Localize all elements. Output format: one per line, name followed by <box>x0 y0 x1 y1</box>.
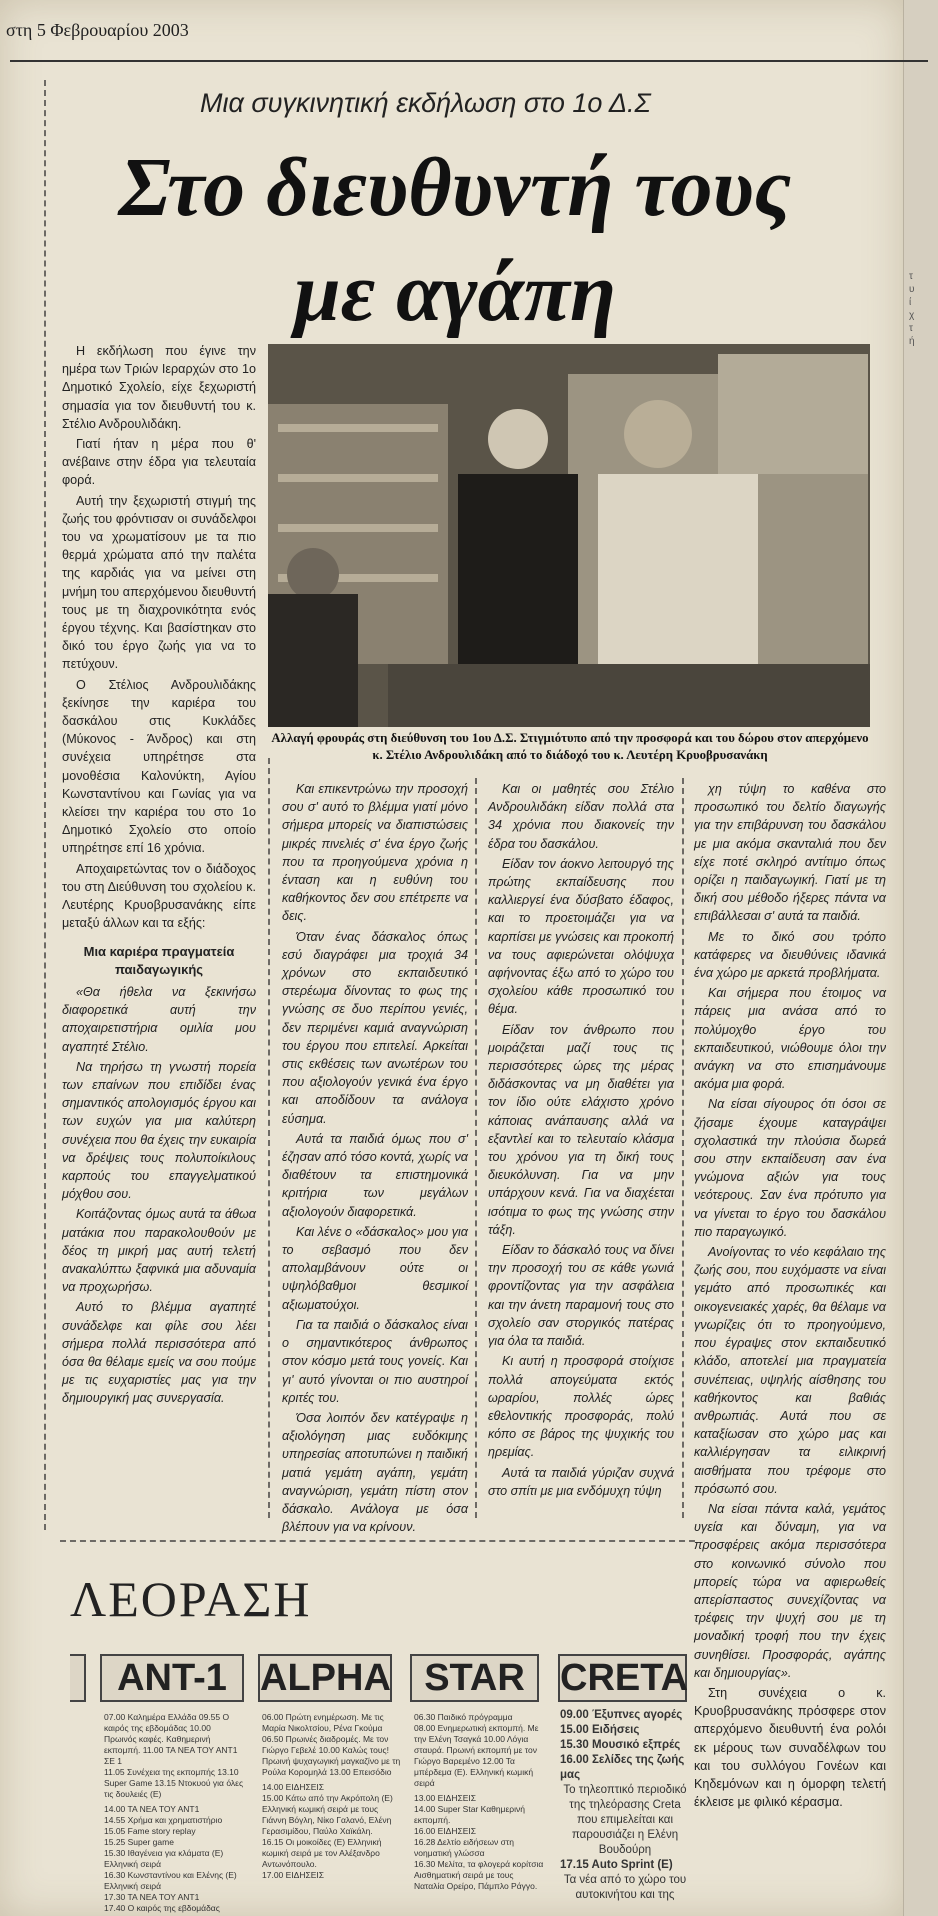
article-headline <box>70 135 840 345</box>
adjacent-page-edge: τ υ ί χ τ ή <box>903 0 938 1916</box>
paragraph: Και οι μαθητές σου Στέλιο Ανδρουλιδάκη είδαν πολλά στα 34 χρόνια που διακονείς την έδρα του δασκάλου. <box>488 782 674 851</box>
paragraph <box>62 342 256 433</box>
tv-item: 15.30 Ιθαγένεια για κλάματα (Ε) Ελληνική σειρά <box>104 1848 224 1869</box>
headline-line-1: Στο διευθυντή τους <box>118 141 792 234</box>
paragraph: Για τα παιδιά ο δάσκαλος είναι ο σημαντικότερος άνθρωπος στον κόσμο μετά τους γονείς. Και γι' αυτό γίνονται οι πιο αυστηροί κριτές του. <box>282 1317 468 1405</box>
col1-p1: Η εκδήλωση που έγινε την ημέρα των Τριών Ιεραρχών στο 1ο Δημοτικό Σχολείο, είχε ξεχωριστή σημασία για τον διευθυντή του κ. Στέλιο Ανδρουλιδάκη. <box>62 344 256 431</box>
tv-item: 15.00 Ειδήσεις <box>560 1724 640 1736</box>
paragraph: Αυτό το βλέμμα αγαπητέ συνάδελφε και φίλε σου λέει σήμερα πολλά περισσότερα από όσα θα θέλαμε εμείς να σου πούμε με τις ευχαριστίες μας για την δημιουργική μας συνεργασία. <box>62 1300 256 1406</box>
tv-item: 07.00 Καλημέρα Ελλάδα 09.55 Ο καιρός της εβδομάδας 10.00 Πρωινός καφές. Καθημερινή εκπομπή. 11.00 ΤΑ ΝΕΑ ΤΟΥ ΑΝΤ1 ΣΕ 1 <box>104 1712 238 1766</box>
tv-item: 17.40 Ο καιρός της εβδομάδας <box>104 1903 220 1913</box>
article-column-3 <box>488 780 674 1502</box>
tv-item: 06.00 Πρώτη ενημέρωση. Με τις Μαρία Νικολτσίου, Ρένα Γκούμα <box>262 1712 384 1733</box>
tv-item: 14.00 Super Star Καθημερινή εκπομπή. <box>414 1804 525 1825</box>
tv-channel-logo <box>70 1654 86 1702</box>
paragraph: Με το δικό σου τρόπο κατάφερες να διευθύνεις ιδανικά ένα χώρο με αρκετά προβλήματα. <box>694 929 886 981</box>
paragraph: Κοιτάζοντας όμως αυτά τα άθωα ματάκια που παρακολουθούν με δέος τη μικρή μας αυτή τελετή ανακαλύπτω ξαφνικά μια αδυναμία να προχωρήσω. <box>62 1207 256 1295</box>
article-column-4 <box>694 780 886 1813</box>
tv-separator <box>60 1540 695 1542</box>
tv-item: 16.00 ΕΙΔΗΣΕΙΣ <box>414 1826 477 1836</box>
paragraph: Και λένε ο «δάσκαλος» μου για το σεβασμό που δεν απολαμβάνουν ούτε οι υψηλόβαθμοι θεσμικοί αξιωματούχοι. <box>282 1224 468 1312</box>
tv-channel-logo: ALPHA <box>258 1654 392 1702</box>
tv-item: 14.00 ΤΑ ΝΕΑ ΤΟΥ ΑΝΤ1 <box>104 1804 200 1814</box>
tv-item: 13.00 ΕΙΔΗΣΕΙΣ <box>414 1793 477 1803</box>
tv-schedule-star <box>414 1712 546 1892</box>
paragraph: «Θα ήθελα να ξεκινήσω διαφορετικά αυτή την αποχαιρετιστήρια ομιλία μου αγαπητέ Στέλιο. <box>62 984 256 1054</box>
tv-item: 14.55 Χρήμα και χρηματιστήριο <box>104 1815 223 1825</box>
tv-schedule-alpha <box>262 1712 402 1881</box>
tv-schedule-creta <box>560 1708 690 1903</box>
paragraph: Είδαν το δάσκαλό τους να δίνει την προσοχή του σε κάθε γωνιά φροντίζοντας για την ασφάλεια και την άνετη παραμονή τους στο σχολείο σαν στοργικός πατέρας για όλα τα παιδιά. <box>488 1243 674 1349</box>
tv-item: 06.30 Παιδικό πρόγραμμα <box>414 1712 513 1722</box>
tv-item: 16.28 Δελτίο ειδήσεων στη νοηματική γλώσσα <box>414 1837 514 1858</box>
paragraph: Αυτά τα παιδιά γύριζαν συχνά στο σπίτι με μια ενδόμυχη τύψη <box>488 1465 674 1498</box>
paragraph: Είδαν τον άνθρωπο που μοιράζεται μαζί τους τις περισσότερες ώρες της μέρας διδάσκοντας να μη διαθέτει για τον ίδιο ούτε ελάχιστο χρόνο κάποιας ανάπαυσης αλλά να εξαντλεί και το τελευταίο κλάσμα του χρόνου για τη δική τους διευκόλυνση. Για να μην υπάρχουν κενά. Για να διαχέεται ισότιμα το φως της γνώσης στην τάξη. <box>488 1022 674 1237</box>
paragraph: Να είσαι σίγουρος ότι όσοι σε ζήσαμε έχουμε καταγράψει σχολαστικά την πλούσια δωρεά σου στην εκπαίδευση σαν ένα γνώμονα αξιών για τους νεότερους. Σαν ένα πρότυπο για να γίνεται το έργο του δασκάλου πιο παραγωγικό. <box>694 1097 886 1239</box>
tv-section-title: ΛΕΟΡΑΣΗ <box>70 1571 312 1627</box>
paragraph: Στη συνέχεια ο κ. Κρυοβρυσανάκης πρόσφερε στον απερχόμενο διευθυντή ένα ρολόι εκ μέρους των συναδέλφων του και του συλλόγου Γονέων και Κηδεμόνων και η όμορφη τελετή έκλεισε με φιλικό κέρασμα. <box>694 1685 886 1810</box>
paragraph: Είδαν τον άοκνο λειτουργό της πρώτης εκπαίδευσης που καλλιεργεί ένα δύσβατο έδαφος, και το προετοιμάζει για να καρπίσει με γνώσεις και προκοπή να τους αφιερώνεται ολόψυχα αφήνοντας έξω από το χώρο του σχολείου κάθε προσωπικό του θέμα. <box>488 856 674 1017</box>
paragraph: Και επικεντρώνω την προσοχή σου σ' αυτό το βλέμμα γιατί μόνο σήμερα μπορείς να διαπιστώσεις μικρές πινελιές σ' ένα έργο ζωής που τα προηγούμενα χρόνια η ένταση και η ευθύνη του καθήκοντος δεν σου επέτρεπε να δεις. <box>282 782 468 924</box>
column-rule-left <box>44 80 46 1530</box>
tv-channel-logo: STAR <box>410 1654 539 1702</box>
paragraph: Όσα λοιπόν δεν κατέγραψε η αξιολόγηση μιας ευδόκιμης υπηρεσίας αποτυπώνει η παιδική ματιά γεμάτη αγάπη, γεμάτη αναγνώριση, γεμάτη πίστη στον δάσκαλο. Ανάλογα με όσα βλέπουν για να κρίνουν. <box>282 1410 468 1535</box>
tv-item: 15.25 Super game <box>104 1837 174 1847</box>
paragraph: Αποχαιρετώντας τον ο διάδοχος του στη Διεύθυνση του σχολείου κ. Λευτέρης Κρυοβρυσανάκης είπε μεταξύ άλλων και τα εξής: <box>62 861 256 931</box>
tv-item: 16.30 Κωνσταντίνου και Ελένης (Ε) Ελληνική σειρά <box>104 1870 237 1891</box>
paragraph: Αυτά τα παιδιά όμως που σ' έζησαν από τόσο κοντά, χωρίς να διαθέτουν τα επιστημονικά κριτήρια των μεγάλων αξιολογούν διαφορετικά. <box>282 1131 468 1219</box>
tv-channel-logo: CRETA <box>558 1654 687 1702</box>
paragraph: χη τύψη το καθένα στο προσωπικό του δελτίο διαγωγής για την επιβάρυνση του δασκάλου με μια ακόμα σκανταλιά που δεν είχε ποτέ σκληρό αντίτιμο όπως ορίζει η παιδαγωγική. Γιατί με τη δική σου μέθοδο ήξερες πάντα να επιβάλλεσαι σ' αυτά τα παιδιά. <box>694 782 886 924</box>
tv-item: Το τηλεοπτικό περιοδικό της τηλεόρασης Creta που επιμελείται και παρουσιάζει η Ελένη Βουδούρη <box>563 1784 687 1856</box>
tv-item: 17.15 Auto Sprint (E) <box>560 1859 673 1871</box>
article-column-1 <box>62 342 256 1410</box>
page-date: στη 5 Φεβρουαρίου 2003 <box>6 20 189 40</box>
article-kicker: Μια συγκινητική εκδήλωση στο 1ο Δ.Σ <box>200 88 651 118</box>
tv-item: 14.00 ΕΙΔΗΣΕΙΣ <box>262 1782 325 1792</box>
column-rule-3 <box>682 778 684 1518</box>
headline-line-2: με αγάπη <box>293 246 616 339</box>
tv-item: 11.05 Συνέχεια της εκπομπής 13.10 Super Game 13.15 Ντοκυού για όλες τις δουλειές (Ε) <box>104 1767 244 1799</box>
article-column-2 <box>282 780 468 1538</box>
paragraph: Γιατί ήταν η μέρα που θ' ανέβαινε στην έδρα για τελευταία φορά. <box>62 437 256 488</box>
paragraph: Ανοίγοντας το νέο κεφάλαιο της ζωής σου, που ευχόμαστε να είναι γεμάτο από προσωπικές και οικογενειακές χαρές, θα θέλαμε να γνωρίζεις ότι το προηγούμενο, που έγραψες στον εκπαιδευτικό κλάδο, αποτελεί μια πραγματεία συνέπειας, υψηλής αίσθησης του καθήκοντος και βαθιάς ανθρωπιάς. Αυτά που σε καταξίωσαν στο χώρο μας και καλλιέργησαν τα ειλικρινή αισθήματα που τρέφομε στο πρόσωπό σου. <box>694 1245 886 1496</box>
tv-schedule-ant1 <box>104 1712 244 1914</box>
tv-channel-logo: ANT-1 <box>100 1654 244 1702</box>
tv-item: 06.50 Πρωινές διαδρομές. Με τον Γιώργο Γεβελέ 10.00 Καλώς τους! Πρωινή ψυχαγωγική μαγκαζίνο με τη Ρούλα Κορομηλά 13.00 Επεισόδιο <box>262 1734 401 1777</box>
column-rule-1 <box>268 758 270 1518</box>
paragraph: Και σήμερα που έτοιμος να πάρεις μια ανάσα από το πολύμοχθο έργο του εκπαιδευτικού, νιώθουμε όλοι την ανάγκη να στο επισημάνουμε ακόμα μια φορά. <box>694 986 886 1092</box>
subheading: Μια καριέρα πραγματεία παιδαγωγικής <box>83 943 235 977</box>
tv-item: 16.15 Οι μοικοίδες (Ε) Ελληνική κωμική σειρά με τον Αλέξανδρο Αντωνόπουλο. <box>262 1837 382 1869</box>
tv-item: 08.00 Ενημερωτική εκπομπή. Με την Ελένη Τσαγκά 10.00 Λόγια σταυρά. Πρωινή εκπομπή με τον Γιώργο Βαρεμένο 12.00 Τα μπέρδεμα (Ε). Ελληνική κωμική σειρά <box>414 1723 539 1788</box>
paragraph: Αυτή την ξεχωριστή στιγμή της ζωής του φρόντισαν οι συνάδελφοι του να χρωματίσουν με τα πιο θερμά χρώματα από την παλέτα της καρδιάς για να μείνει στη μνήμη του απερχόμενου διευθυντή τους με τη διαχρονικότητα ενός έργου τέχνης. Και βασίστηκαν στο δικό του έργο ζωής για να το πετύχουν. <box>62 493 256 672</box>
tv-item: 17.30 ΤΑ ΝΕΑ ΤΟΥ ΑΝΤ1 <box>104 1892 200 1902</box>
photo-caption: Αλλαγή φρουράς στη διεύθυνση του 1ου Δ.Σ. Στιγμιότυπο από την προσφορά και του δώρου στον απερχόμενο κ. Στέλιο Ανδρουλιδάκη από το διάδοχό του κ. Λευτέρη Κρυοβρυσανάκη <box>271 731 869 762</box>
paragraph: Όταν ένας δάσκαλος όπως εσύ διαγράφει μια τροχιά 34 χρόνων στο εκπαιδευτικό στερέωμα δίνοντας το φως της γνώσης σε δυο περίπου γενιές, δεν περιμένει καμιά αναγνώριση του έργου που επιτελεί. Αρκείται στις εκθέσεις των ανωτέρων του που αξιολογούν γενικά ένα έργο και αποδίδουν τα ανάλογα εύσημα. <box>282 929 468 1126</box>
tv-item: 17.00 ΕΙΔΗΣΕΙΣ <box>262 1870 325 1880</box>
article-photo <box>268 344 870 727</box>
top-rule <box>10 60 928 62</box>
tv-item: 15.00 Κάτω από την Ακρόπολη (Ε) Ελληνική κωμική σειρά με τους Γιάννη Βόγλη, Νίκο Γαλανό, Ελένη Γερασιμίδου, Παύλο Χαϊκάλη. <box>262 1793 393 1836</box>
paragraph: Να είσαι πάντα καλά, γεμάτος υγεία και δύναμη, για να προσφέρεις ακόμα περισσότερα στο κοινωνικό σύνολο που μπορείς τώρα να αφιερωθείς απερίσπαστος συνεχίζοντας να τρέφεις την ψυχή σου με τη μοναδική τροφή που την έχεις συνηθίσει. Προσφοράς, αγάπης και δημιουργίας». <box>694 1501 886 1680</box>
tv-item: 15.30 Μουσικό εξπρές <box>560 1739 681 1751</box>
tv-item: 09.00 Έξυπνες αγορές <box>560 1709 683 1721</box>
photo-image <box>268 344 870 727</box>
tv-item: 15.05 Fame story replay <box>104 1826 196 1836</box>
tv-item: Τα νέα από το χώρο του αυτοκινήτου και της <box>563 1874 687 1901</box>
paragraph: Κι αυτή η προσφορά στοίχισε πολλά απογεύματα εκτός ωραρίου, πολλές ώρες εθελοντικής προσφοράς, πολύ κόπο σε βάρος της ψυχικής του ηρεμίας. <box>488 1354 674 1460</box>
paragraph: Να τηρήσω τη γνωστή πορεία των επαίνων που επιδίδει ένας σημαντικός απολογισμός έργου και των ευχών για μια καλύτερη συνέχεια που θα έχεις την ευκαιρία να δρέψεις τους πολυποίκιλους καρπούς του επαγγελματικού μόχθου σου. <box>62 1059 256 1202</box>
paragraph: Ο Στέλιος Ανδρουλιδάκης ξεκίνησε την καριέρα του δασκάλου στις Κυκλάδες (Μύκονος - Άνδρος) και στη συνέχεια υπηρέτησε στα μονοθέσια Καλονύκτη, Αγίου Κωνσταντίνου και Γωνίας για να κλείσει την καριέρα του στο 1ο Δημοτικό Σχολείο στο οποίο υπηρέτησε επί 16 χρόνια. <box>62 677 256 856</box>
tv-item: 16.30 Μελίτα, τα φλογερά κορίτσια Αισθηματική σειρά με τους Ναταλία Ορείρο, Πάμπλο Ράγγο. <box>414 1859 544 1891</box>
tv-item: 16.00 Σελίδες της ζωής μας <box>560 1754 685 1781</box>
column-rule-2 <box>475 778 477 1518</box>
